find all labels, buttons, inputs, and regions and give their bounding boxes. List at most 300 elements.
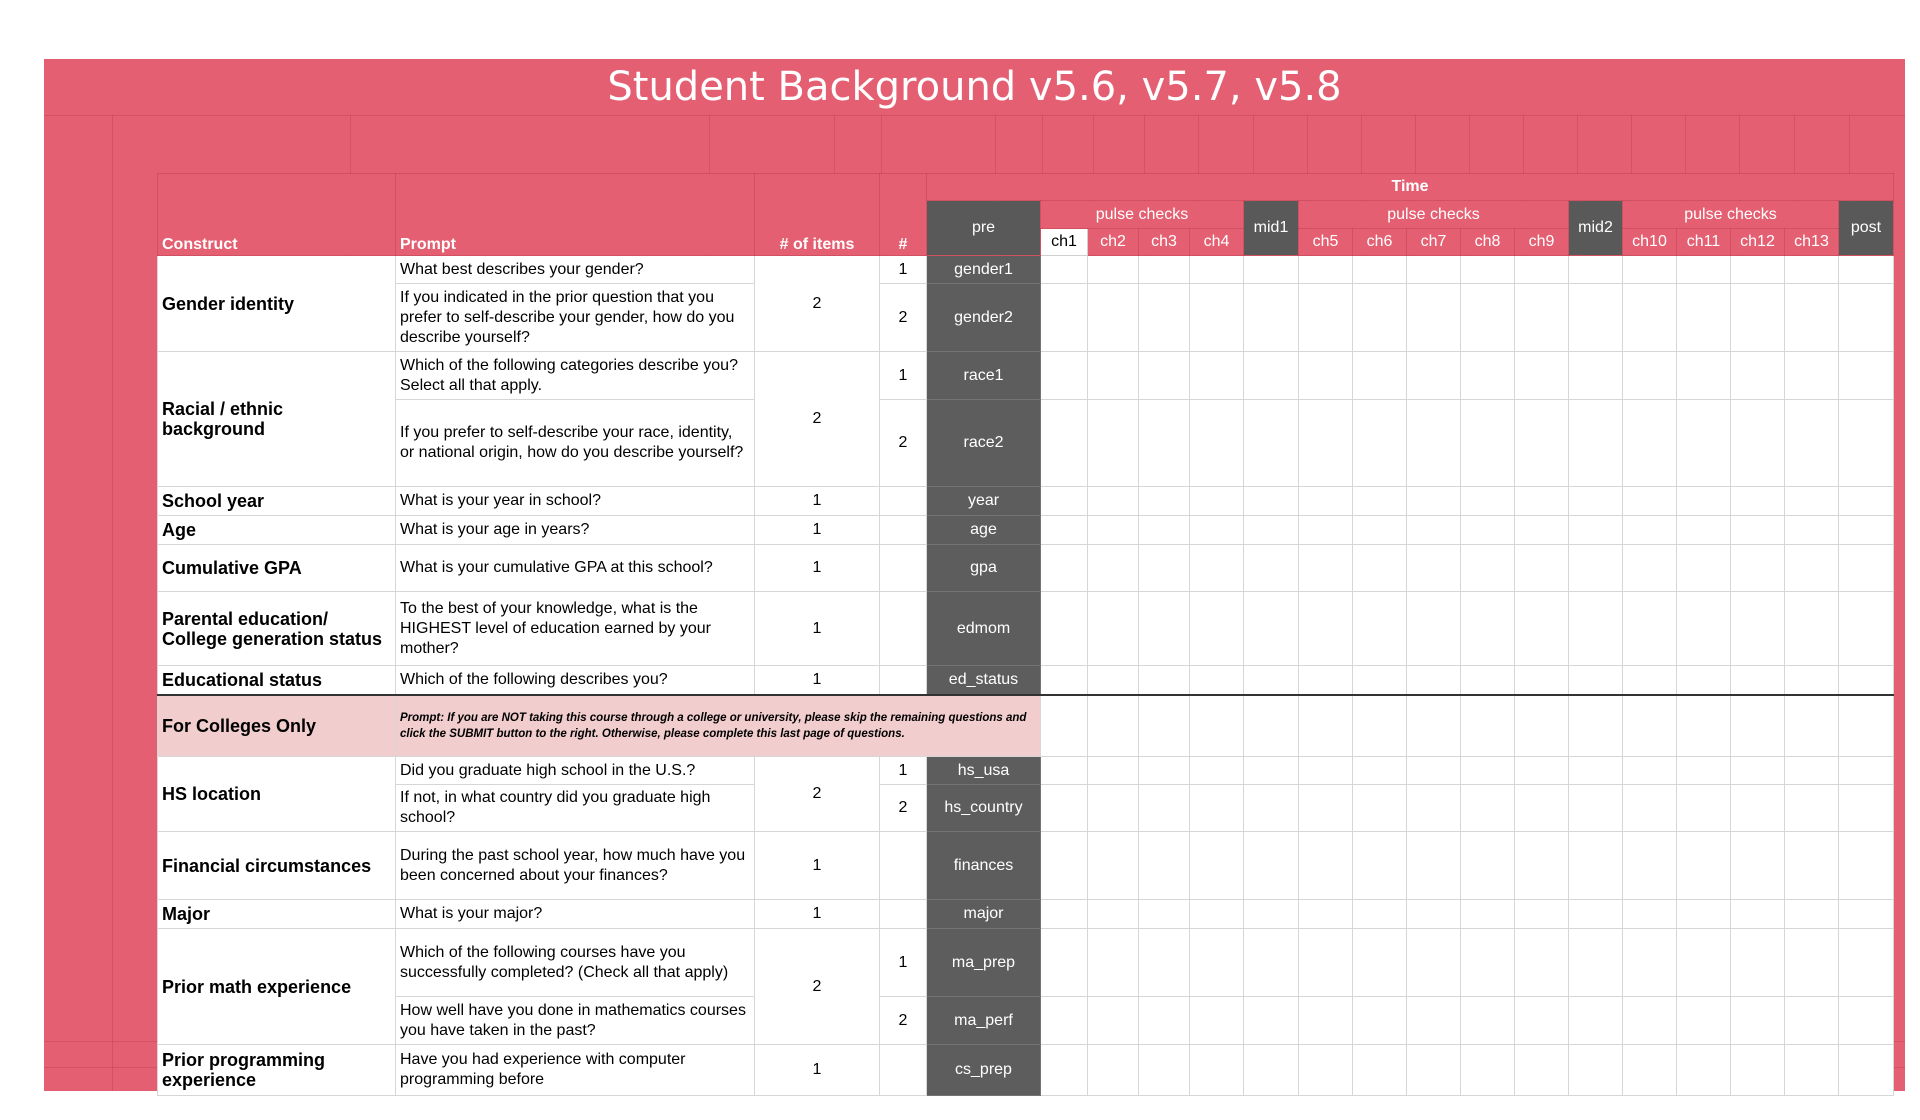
empty-cell bbox=[1244, 516, 1299, 545]
empty-cell bbox=[1088, 785, 1139, 832]
empty-cell bbox=[1677, 284, 1731, 352]
empty-cell bbox=[1353, 997, 1407, 1045]
empty-cell bbox=[1041, 832, 1088, 900]
empty-cell bbox=[1515, 284, 1569, 352]
empty-cell bbox=[1839, 284, 1894, 352]
header-number: # bbox=[880, 174, 927, 256]
header-pre: pre bbox=[927, 201, 1041, 256]
empty-cell bbox=[1785, 352, 1839, 400]
empty-cell bbox=[1731, 832, 1785, 900]
empty-cell bbox=[1785, 900, 1839, 929]
header-ch4: ch4 bbox=[1190, 229, 1244, 256]
item-count-cell: 2 bbox=[755, 352, 880, 487]
empty-cell bbox=[1785, 284, 1839, 352]
prompt-cell: What is your major? bbox=[396, 900, 755, 929]
empty-cell bbox=[1569, 666, 1623, 695]
construct-cell: Age bbox=[158, 516, 396, 545]
empty-cell bbox=[880, 545, 927, 592]
header-construct: Construct bbox=[158, 174, 396, 256]
empty-cell bbox=[1515, 695, 1569, 757]
header-ch6: ch6 bbox=[1353, 229, 1407, 256]
empty-cell bbox=[1515, 900, 1569, 929]
empty-cell bbox=[1190, 256, 1244, 284]
empty-cell bbox=[1353, 666, 1407, 695]
variable-cell: hs_country bbox=[927, 785, 1041, 832]
empty-cell bbox=[1299, 487, 1353, 516]
empty-cell bbox=[1839, 900, 1894, 929]
empty-cell bbox=[1299, 516, 1353, 545]
empty-cell bbox=[1299, 900, 1353, 929]
header-pulse-checks-2: pulse checks bbox=[1299, 201, 1569, 229]
empty-cell bbox=[1353, 400, 1407, 487]
construct-cell: School year bbox=[158, 487, 396, 516]
empty-cell bbox=[1407, 695, 1461, 757]
empty-cell bbox=[1461, 832, 1515, 900]
empty-cell bbox=[1839, 256, 1894, 284]
empty-cell bbox=[1190, 1045, 1244, 1096]
empty-cell bbox=[1515, 256, 1569, 284]
empty-cell bbox=[1407, 1045, 1461, 1096]
construct-cell: Financial circumstances bbox=[158, 832, 396, 900]
empty-cell bbox=[1407, 352, 1461, 400]
empty-cell bbox=[1623, 516, 1677, 545]
empty-cell bbox=[1731, 997, 1785, 1045]
empty-cell bbox=[1088, 592, 1139, 666]
empty-cell bbox=[1569, 997, 1623, 1045]
header-prompt: Prompt bbox=[396, 174, 755, 256]
empty-cell bbox=[1190, 929, 1244, 997]
empty-cell bbox=[1353, 929, 1407, 997]
empty-cell bbox=[1190, 900, 1244, 929]
empty-cell bbox=[1677, 400, 1731, 487]
empty-cell bbox=[1407, 757, 1461, 785]
empty-cell bbox=[1569, 900, 1623, 929]
empty-cell bbox=[1299, 400, 1353, 487]
empty-cell bbox=[1731, 900, 1785, 929]
empty-cell bbox=[1785, 666, 1839, 695]
empty-cell bbox=[1569, 592, 1623, 666]
construct-cell: Parental education/ College generation status bbox=[158, 592, 396, 666]
empty-cell bbox=[1785, 1045, 1839, 1096]
empty-cell bbox=[1139, 832, 1190, 900]
empty-cell bbox=[1677, 487, 1731, 516]
empty-cell bbox=[1677, 545, 1731, 592]
empty-cell bbox=[1623, 400, 1677, 487]
empty-cell bbox=[1677, 666, 1731, 695]
empty-cell bbox=[1731, 785, 1785, 832]
empty-cell bbox=[1088, 516, 1139, 545]
empty-cell bbox=[1088, 666, 1139, 695]
empty-cell bbox=[1515, 997, 1569, 1045]
empty-cell bbox=[1299, 832, 1353, 900]
empty-cell bbox=[1041, 900, 1088, 929]
empty-cell bbox=[1041, 929, 1088, 997]
empty-cell bbox=[1731, 695, 1785, 757]
empty-cell bbox=[1139, 516, 1190, 545]
empty-cell bbox=[1190, 352, 1244, 400]
empty-cell bbox=[1190, 592, 1244, 666]
note-text: If you are NOT taking this course through a college or university, please skip the remaining questions and click the SUBMIT button to the right. Otherwise, please complete this last page of questions. bbox=[400, 711, 1027, 740]
construct-cell: Cumulative GPA bbox=[158, 545, 396, 592]
empty-cell bbox=[1515, 487, 1569, 516]
empty-cell bbox=[1623, 785, 1677, 832]
empty-cell bbox=[1041, 592, 1088, 666]
empty-cell bbox=[1299, 666, 1353, 695]
empty-cell bbox=[1839, 400, 1894, 487]
header-ch13: ch13 bbox=[1785, 229, 1839, 256]
construct-cell: Prior programming experience bbox=[158, 1045, 396, 1096]
variable-cell: ed_status bbox=[927, 666, 1041, 695]
item-count-cell: 2 bbox=[755, 757, 880, 832]
item-count-cell: 1 bbox=[755, 832, 880, 900]
empty-cell bbox=[1088, 256, 1139, 284]
item-number-cell: 2 bbox=[880, 785, 927, 832]
empty-cell bbox=[1041, 284, 1088, 352]
prompt-cell: Which of the following courses have you successfully completed? (Check all that apply) bbox=[396, 929, 755, 997]
prompt-cell: What is your year in school? bbox=[396, 487, 755, 516]
empty-cell bbox=[1139, 1045, 1190, 1096]
item-count-cell: 1 bbox=[755, 516, 880, 545]
empty-cell bbox=[1839, 1045, 1894, 1096]
empty-cell bbox=[1677, 352, 1731, 400]
prompt-cell: If you indicated in the prior question that you prefer to self-describe your gender, how do you describe yourself? bbox=[396, 284, 755, 352]
empty-cell bbox=[1407, 545, 1461, 592]
empty-cell bbox=[1407, 592, 1461, 666]
empty-cell bbox=[1731, 256, 1785, 284]
background-table bbox=[157, 173, 1894, 1096]
empty-cell bbox=[1244, 352, 1299, 400]
header-ch10: ch10 bbox=[1623, 229, 1677, 256]
empty-cell bbox=[1515, 545, 1569, 592]
empty-cell bbox=[1785, 785, 1839, 832]
empty-cell bbox=[1139, 487, 1190, 516]
empty-cell bbox=[1088, 487, 1139, 516]
empty-cell bbox=[1244, 592, 1299, 666]
empty-cell bbox=[1569, 757, 1623, 785]
empty-cell bbox=[1731, 545, 1785, 592]
empty-cell bbox=[1461, 545, 1515, 592]
empty-cell bbox=[880, 516, 927, 545]
empty-cell bbox=[1139, 695, 1190, 757]
item-number-cell: 2 bbox=[880, 400, 927, 487]
prompt-cell: Which of the following describes you? bbox=[396, 666, 755, 695]
empty-cell bbox=[1677, 832, 1731, 900]
item-number-cell: 1 bbox=[880, 352, 927, 400]
empty-cell bbox=[1244, 666, 1299, 695]
variable-cell: ma_prep bbox=[927, 929, 1041, 997]
empty-cell bbox=[1569, 400, 1623, 487]
empty-cell bbox=[1677, 695, 1731, 757]
spreadsheet-frame bbox=[44, 59, 1905, 1091]
empty-cell bbox=[1299, 695, 1353, 757]
item-number-cell: 2 bbox=[880, 284, 927, 352]
empty-cell bbox=[1088, 929, 1139, 997]
empty-cell bbox=[1839, 352, 1894, 400]
empty-cell bbox=[1731, 516, 1785, 545]
empty-cell bbox=[1785, 545, 1839, 592]
header-ch2: ch2 bbox=[1088, 229, 1139, 256]
empty-cell bbox=[1731, 1045, 1785, 1096]
empty-cell bbox=[1190, 832, 1244, 900]
empty-cell bbox=[1353, 284, 1407, 352]
item-count-cell: 1 bbox=[755, 487, 880, 516]
empty-cell bbox=[1839, 832, 1894, 900]
empty-cell bbox=[1041, 487, 1088, 516]
empty-cell bbox=[1353, 352, 1407, 400]
empty-cell bbox=[1461, 666, 1515, 695]
header-number-of-items: # of items bbox=[755, 174, 880, 256]
gridline bbox=[44, 115, 1905, 116]
empty-cell bbox=[1299, 929, 1353, 997]
empty-cell bbox=[1623, 545, 1677, 592]
empty-cell bbox=[1515, 666, 1569, 695]
empty-cell bbox=[880, 832, 927, 900]
empty-cell bbox=[1041, 757, 1088, 785]
empty-cell bbox=[1407, 516, 1461, 545]
empty-cell bbox=[1088, 900, 1139, 929]
empty-cell bbox=[1041, 400, 1088, 487]
header-time: Time bbox=[927, 174, 1894, 201]
empty-cell bbox=[1731, 400, 1785, 487]
header-mid1: mid1 bbox=[1244, 201, 1299, 256]
empty-cell bbox=[1515, 400, 1569, 487]
empty-cell bbox=[1785, 695, 1839, 757]
variable-cell: finances bbox=[927, 832, 1041, 900]
empty-cell bbox=[1515, 757, 1569, 785]
item-number-cell: 1 bbox=[880, 757, 927, 785]
empty-cell bbox=[1515, 516, 1569, 545]
empty-cell bbox=[1244, 1045, 1299, 1096]
empty-cell bbox=[1461, 929, 1515, 997]
empty-cell bbox=[1353, 592, 1407, 666]
empty-cell bbox=[1623, 284, 1677, 352]
empty-cell bbox=[1244, 695, 1299, 757]
header-ch5: ch5 bbox=[1299, 229, 1353, 256]
empty-cell bbox=[1839, 516, 1894, 545]
empty-cell bbox=[1839, 545, 1894, 592]
empty-cell bbox=[1041, 516, 1088, 545]
empty-cell bbox=[1785, 516, 1839, 545]
empty-cell bbox=[1785, 487, 1839, 516]
empty-cell bbox=[1244, 400, 1299, 487]
empty-cell bbox=[1088, 545, 1139, 592]
header-ch8: ch8 bbox=[1461, 229, 1515, 256]
empty-cell bbox=[1677, 1045, 1731, 1096]
empty-cell bbox=[1353, 256, 1407, 284]
empty-cell bbox=[1785, 757, 1839, 785]
empty-cell bbox=[1139, 400, 1190, 487]
construct-cell: For Colleges Only bbox=[158, 695, 396, 757]
empty-cell bbox=[1244, 545, 1299, 592]
empty-cell bbox=[1461, 695, 1515, 757]
empty-cell bbox=[1461, 487, 1515, 516]
empty-cell bbox=[880, 900, 927, 929]
prompt-cell: To the best of your knowledge, what is the HIGHEST level of education earned by your mother? bbox=[396, 592, 755, 666]
empty-cell bbox=[1244, 284, 1299, 352]
empty-cell bbox=[1461, 516, 1515, 545]
empty-cell bbox=[1299, 997, 1353, 1045]
empty-cell bbox=[1677, 997, 1731, 1045]
empty-cell bbox=[1515, 352, 1569, 400]
empty-cell bbox=[1839, 757, 1894, 785]
empty-cell bbox=[1190, 545, 1244, 592]
empty-cell bbox=[1839, 997, 1894, 1045]
variable-cell: race2 bbox=[927, 400, 1041, 487]
empty-cell bbox=[1041, 545, 1088, 592]
empty-cell bbox=[1569, 929, 1623, 997]
item-count-cell: 1 bbox=[755, 900, 880, 929]
empty-cell bbox=[1139, 592, 1190, 666]
empty-cell bbox=[1088, 997, 1139, 1045]
empty-cell bbox=[1139, 997, 1190, 1045]
empty-cell bbox=[1407, 832, 1461, 900]
empty-cell bbox=[1785, 400, 1839, 487]
empty-cell bbox=[1244, 929, 1299, 997]
empty-cell bbox=[1299, 352, 1353, 400]
prompt-cell: Have you had experience with computer programming before bbox=[396, 1045, 755, 1096]
empty-cell bbox=[1139, 352, 1190, 400]
item-count-cell: 2 bbox=[755, 929, 880, 1045]
empty-cell bbox=[880, 666, 927, 695]
empty-cell bbox=[1461, 1045, 1515, 1096]
empty-cell bbox=[1190, 695, 1244, 757]
prompt-cell: Did you graduate high school in the U.S.? bbox=[396, 757, 755, 785]
empty-cell bbox=[1190, 666, 1244, 695]
empty-cell bbox=[1088, 1045, 1139, 1096]
empty-cell bbox=[1677, 256, 1731, 284]
empty-cell bbox=[1785, 929, 1839, 997]
empty-cell bbox=[1515, 929, 1569, 997]
variable-cell: gpa bbox=[927, 545, 1041, 592]
header-ch11: ch11 bbox=[1677, 229, 1731, 256]
construct-cell: HS location bbox=[158, 757, 396, 832]
empty-cell bbox=[1299, 284, 1353, 352]
empty-cell bbox=[1569, 545, 1623, 592]
empty-cell bbox=[1731, 929, 1785, 997]
prompt-cell: How well have you done in mathematics courses you have taken in the past? bbox=[396, 997, 755, 1045]
empty-cell bbox=[880, 592, 927, 666]
empty-cell bbox=[1088, 757, 1139, 785]
item-count-cell: 1 bbox=[755, 666, 880, 695]
empty-cell bbox=[1190, 284, 1244, 352]
empty-cell bbox=[1041, 352, 1088, 400]
empty-cell bbox=[1088, 695, 1139, 757]
empty-cell bbox=[1353, 757, 1407, 785]
empty-cell bbox=[1623, 1045, 1677, 1096]
empty-cell bbox=[1407, 929, 1461, 997]
variable-cell: edmom bbox=[927, 592, 1041, 666]
empty-cell bbox=[1353, 1045, 1407, 1096]
empty-cell bbox=[1785, 256, 1839, 284]
empty-cell bbox=[1785, 592, 1839, 666]
prompt-cell: What best describes your gender? bbox=[396, 256, 755, 284]
header-ch7: ch7 bbox=[1407, 229, 1461, 256]
gridline bbox=[112, 115, 113, 1091]
empty-cell bbox=[1731, 284, 1785, 352]
prompt-cell: What is your cumulative GPA at this school? bbox=[396, 545, 755, 592]
variable-cell: race1 bbox=[927, 352, 1041, 400]
empty-cell bbox=[1569, 256, 1623, 284]
item-number-cell: 1 bbox=[880, 256, 927, 284]
empty-cell bbox=[1353, 695, 1407, 757]
empty-cell bbox=[1515, 592, 1569, 666]
empty-cell bbox=[1623, 256, 1677, 284]
header-ch9: ch9 bbox=[1515, 229, 1569, 256]
empty-cell bbox=[1407, 785, 1461, 832]
empty-cell bbox=[1139, 545, 1190, 592]
empty-cell bbox=[1731, 592, 1785, 666]
empty-cell bbox=[1785, 832, 1839, 900]
empty-cell bbox=[1623, 997, 1677, 1045]
empty-cell bbox=[1677, 785, 1731, 832]
empty-cell bbox=[1677, 929, 1731, 997]
colleges-note bbox=[396, 695, 1041, 757]
empty-cell bbox=[1190, 757, 1244, 785]
empty-cell bbox=[1244, 785, 1299, 832]
empty-cell bbox=[1139, 929, 1190, 997]
variable-cell: major bbox=[927, 900, 1041, 929]
empty-cell bbox=[1088, 352, 1139, 400]
empty-cell bbox=[1041, 666, 1088, 695]
empty-cell bbox=[1190, 400, 1244, 487]
empty-cell bbox=[1461, 256, 1515, 284]
prompt-cell: If you prefer to self-describe your race, identity, or national origin, how do you describe yourself? bbox=[396, 400, 755, 487]
empty-cell bbox=[1623, 666, 1677, 695]
item-count-cell: 2 bbox=[755, 256, 880, 352]
construct-cell: Gender identity bbox=[158, 256, 396, 352]
variable-cell: year bbox=[927, 487, 1041, 516]
sheet-title: Student Background v5.6, v5.7, v5.8 bbox=[607, 64, 1342, 110]
empty-cell bbox=[1623, 592, 1677, 666]
empty-cell bbox=[880, 1045, 927, 1096]
empty-cell bbox=[1088, 284, 1139, 352]
empty-cell bbox=[1190, 516, 1244, 545]
empty-cell bbox=[1407, 400, 1461, 487]
empty-cell bbox=[1353, 516, 1407, 545]
empty-cell bbox=[1139, 900, 1190, 929]
variable-cell: hs_usa bbox=[927, 757, 1041, 785]
empty-cell bbox=[1041, 256, 1088, 284]
empty-cell bbox=[1569, 832, 1623, 900]
empty-cell bbox=[1461, 900, 1515, 929]
empty-cell bbox=[1244, 256, 1299, 284]
empty-cell bbox=[1088, 400, 1139, 487]
empty-cell bbox=[1353, 832, 1407, 900]
empty-cell bbox=[1623, 757, 1677, 785]
header-ch3: ch3 bbox=[1139, 229, 1190, 256]
item-number-cell: 1 bbox=[880, 929, 927, 997]
empty-cell bbox=[1041, 997, 1088, 1045]
empty-cell bbox=[1623, 352, 1677, 400]
empty-cell bbox=[1569, 695, 1623, 757]
prompt-cell: What is your age in years? bbox=[396, 516, 755, 545]
empty-cell bbox=[1677, 900, 1731, 929]
empty-cell bbox=[1461, 785, 1515, 832]
empty-cell bbox=[1407, 900, 1461, 929]
empty-cell bbox=[1461, 352, 1515, 400]
empty-cell bbox=[1407, 666, 1461, 695]
header-pulse-checks-3: pulse checks bbox=[1623, 201, 1839, 229]
header-pulse-checks-1: pulse checks bbox=[1041, 201, 1244, 229]
empty-cell bbox=[1139, 256, 1190, 284]
empty-cell bbox=[1407, 997, 1461, 1045]
empty-cell bbox=[1244, 757, 1299, 785]
empty-cell bbox=[1623, 487, 1677, 516]
variable-cell: gender1 bbox=[927, 256, 1041, 284]
construct-cell: Major bbox=[158, 900, 396, 929]
empty-cell bbox=[1569, 352, 1623, 400]
empty-cell bbox=[1677, 757, 1731, 785]
